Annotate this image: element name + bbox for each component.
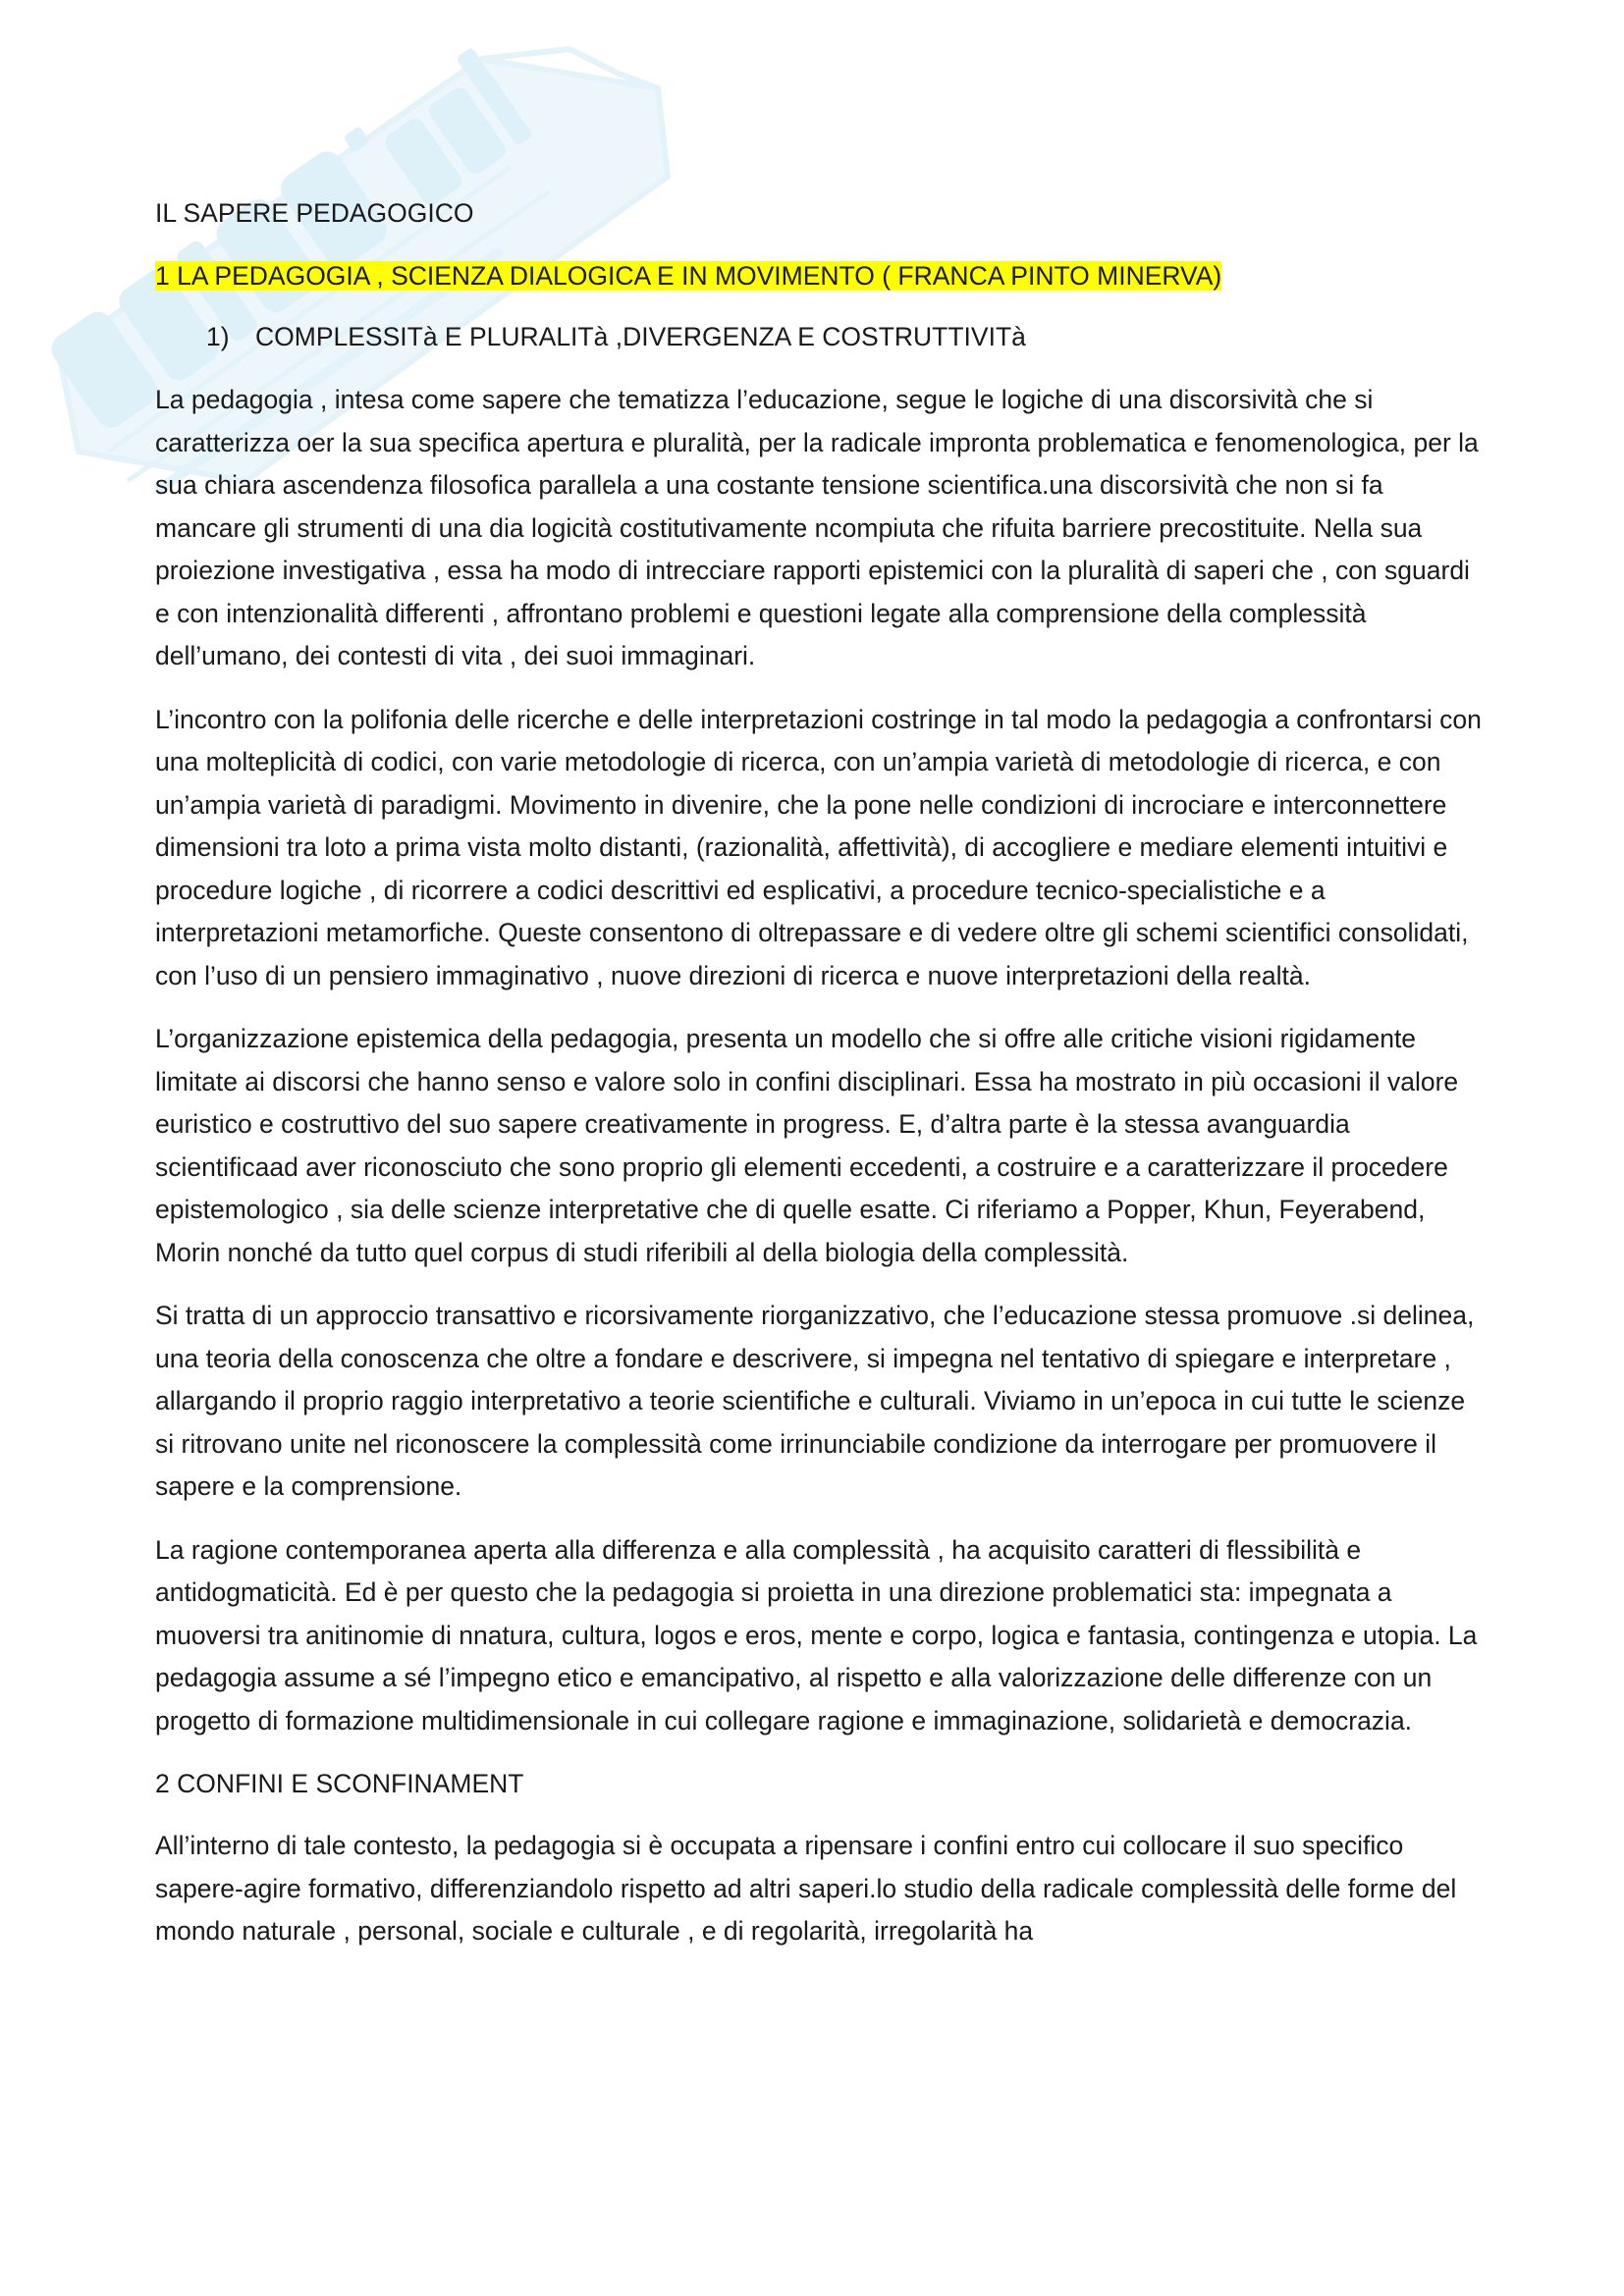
document-page [155, 192, 1483, 1974]
paragraph: L’organizzazione epistemica della pedagogia, presenta un modello che si offre alle critiche visioni rigidamente limitate ai discorsi che hanno senso e valore solo in confini disciplinari. Essa ha mostrato in più occasioni il valore euristico e costruttivo del suo sapere creativamente in progress. E, d’altra parte è la stessa avanguardia scientificaad aver riconosciuto che sono proprio gli elementi eccedenti, a costruire e a caratterizzare il procedere epistemologico , sia delle scienze interpretative che di quelle esatte. Ci riferiamo a Popper, Khun, Feyerabend, Morin nonché da tutto quel corpus di studi riferibili al della biologia della complessità. [155, 1024, 1459, 1267]
section-2-heading: 2 CONFINI E SCONFINAMENT [155, 1769, 524, 1798]
document-title: IL SAPERE PEDAGOGICO [155, 198, 474, 228]
section-1-heading-text: 1 LA PEDAGOGIA , SCIENZA DIALOGICA E IN MOVIMENTO ( FRANCA PINTO MINERVA) [155, 261, 1222, 291]
section-1-heading [155, 255, 1483, 296]
paragraph: La ragione contemporanea aperta alla differenza e alla complessità , ha acquisito caratteri di flessibilità e antidogmaticità. Ed è per questo che la pedagogia si proietta in una direzione problematici sta: impegnata a muoversi tra anitinomie di nnatura, cultura, logos e eros, mente e corpo, logica e fantasia, contingenza e utopia. La pedagogia assume a sé l’impegno etico e emancipativo, al rispetto e alla valorizzazione delle differenze con un progetto di formazione multidimensionale in cui collegare ragione e immaginazione, solidarietà e democrazia. [155, 1534, 1478, 1735]
paragraph: All’interno di tale contesto, la pedagogia si è occupata a ripensare i confini entro cui collocare il suo specifico sapere-agire formativo, differenziandolo rispetto ad altri saperi.lo studio della radicale complessità delle forme del mondo naturale , personal, sociale e culturale , e di regolarità, irregolarità ha [155, 1831, 1457, 1946]
list-item-number: 1) [206, 322, 230, 351]
paragraph: Si tratta di un approccio transattivo e ricorsivamente riorganizzativo, che l’educazione stessa promuove .si delinea, una teoria della conoscenza che oltre a fondare e descrivere, si impegna nel tentativo di spiegare e interpretare , allargando il proprio raggio interpretativo a teorie scientifiche e culturali. Viviamo in un’epoca in cui tutte le scienze si ritrovano unite nel riconoscere la complessità come irrinunciabile condizione da interrogare per promuovere il sapere e la comprensione. [155, 1301, 1475, 1501]
list-item-text: COMPLESSITà E PLURALITà ,DIVERGENZA E COSTRUTTIVITà [255, 322, 1026, 351]
paragraph: L’incontro con la polifonia delle ricerche e delle interpretazioni costringe in tal modo la pedagogia a confrontarsi con una molteplicità di codici, con varie metodologie di ricerca, con un’ampia varietà di metodologie di ricerca, e con un’ampia varietà di paradigmi. Movimento in divenire, che la pone nelle condizioni di incrociare e interconnettere dimensioni tra loto a prima vista molto distanti, (razionalità, affettività), di accogliere e mediare elementi intuitivi e procedure logiche , di ricorrere a codici descrittivi ed esplicativi, a procedure tecnico-specialistiche e a interpretazioni metamorfiche. Queste consentono di oltrepassare e di vedere oltre gli schemi scientifici consolidati, con l’uso di un pensiero immaginativo , nuove direzioni di ricerca e nuove interpretazioni della realtà. [155, 704, 1482, 990]
paragraph: La pedagogia , intesa come sapere che tematizza l’educazione, segue le logiche di una discorsività che si caratterizza oer la sua specifica apertura e pluralità, per la radicale impronta problematica e fenomenologica, per la sua chiara ascendenza filosofica parallela a una costante tensione scientifica.una discorsività che non si fa mancare gli strumenti di una dia logicità costitutivamente ncompiuta che rifuita barriere precostituite. Nella sua proiezione investigativa , essa ha modo di intrecciare rapporti epistemici con la pluralità di saperi che , con sguardi e con intenzionalità differenti , affrontano problemi e questioni legate alla comprensione della complessità dell’umano, dei contesti di vita , dei suoi immaginari. [155, 385, 1479, 670]
list-item [206, 316, 1483, 357]
